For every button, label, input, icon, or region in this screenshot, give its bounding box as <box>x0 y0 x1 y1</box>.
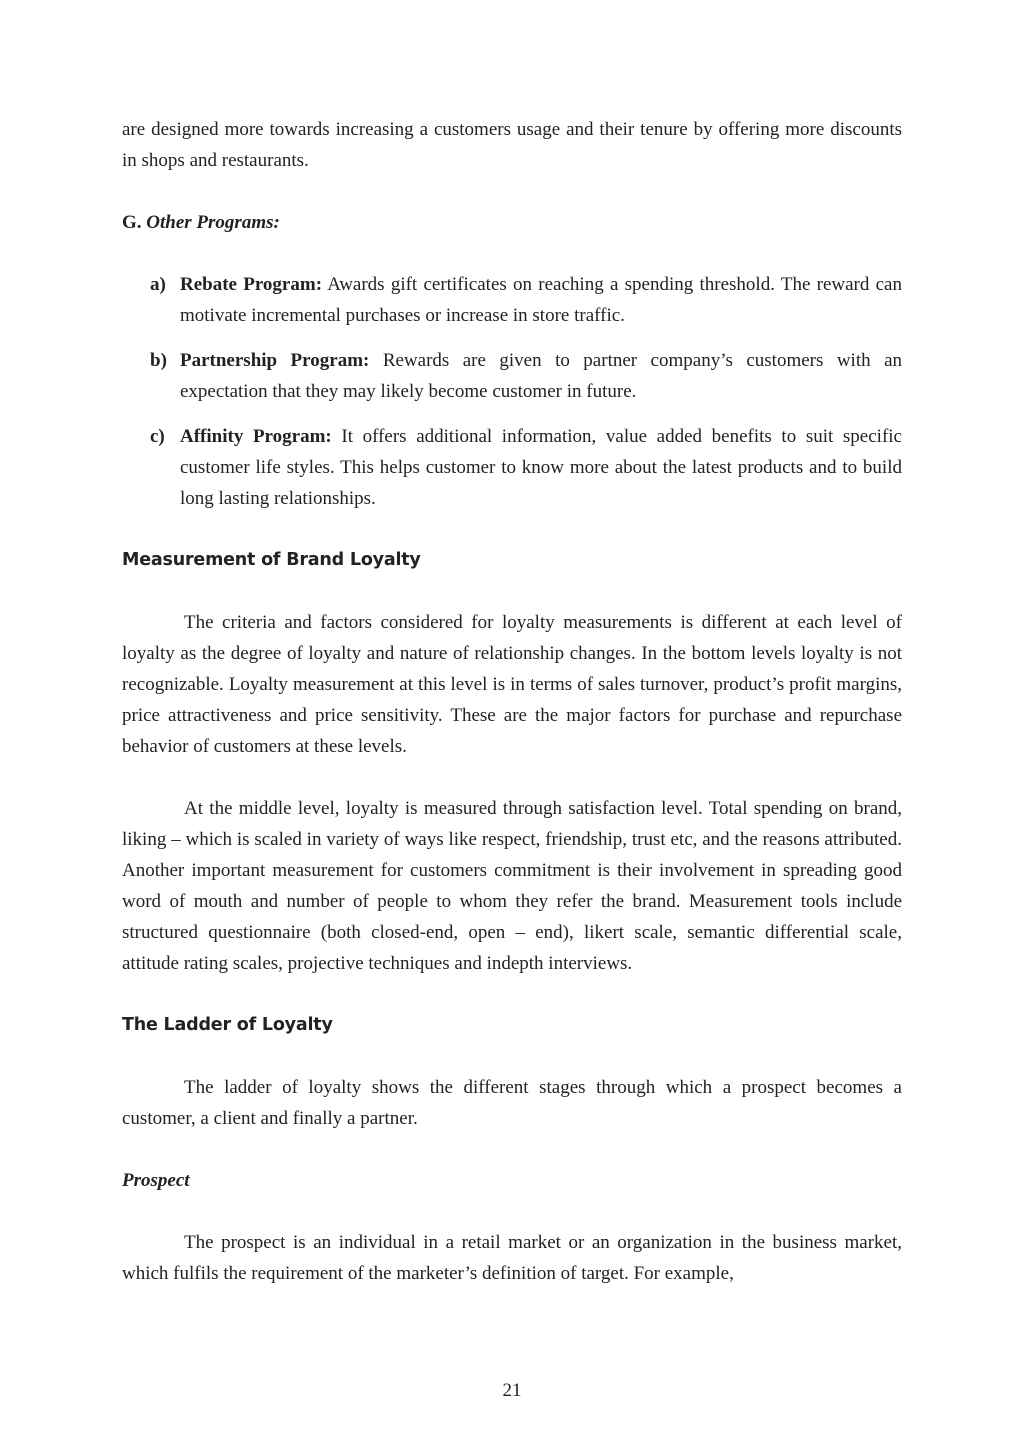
ladder-heading: The Ladder of Loyalty <box>122 1015 333 1035</box>
programs-list <box>122 269 902 514</box>
prospect-paragraph: The prospect is an individual in a retail market or an organization in the business market, which fulfils the requirement of the marketer’s definition of target. For example, <box>122 1232 902 1284</box>
intro-paragraph: are designed more towards increasing a customers usage and their tenure by offering more discounts in shops and restaurants. <box>122 119 902 171</box>
list-item-body <box>180 345 902 407</box>
list-marker: b) <box>150 350 167 371</box>
list-item-text: Awards gift certificates on reaching a spending threshold. The reward can motivate incremental purchases or increase in store traffic. <box>180 274 902 326</box>
list-item-term: Rebate Program: <box>180 274 323 295</box>
list-item-text: It offers additional information, value added benefits to suit specific customer life styles. This helps customer to know more about the latest products and to build long lasting relationships. <box>180 426 902 509</box>
list-item-term: Affinity Program: <box>180 426 332 447</box>
list-item-body <box>180 269 902 331</box>
list-item-rebate-program <box>150 269 902 331</box>
list-marker: c) <box>150 426 165 447</box>
section-g-marker: G. <box>122 212 142 233</box>
list-item-partnership-program <box>150 345 902 407</box>
section-g-heading <box>122 207 902 238</box>
measurement-heading: Measurement of Brand Loyalty <box>122 550 421 570</box>
list-marker: a) <box>150 274 166 295</box>
list-item-term: Partnership Program: <box>180 350 370 371</box>
list-item-affinity-program <box>150 421 902 514</box>
list-item-body <box>180 421 902 514</box>
measurement-paragraph-1: The criteria and factors considered for loyalty measurements is different at each level of loyalty as the degree of loyalty and nature of relationship changes. In the bottom levels loyalty is not recognizable. Loyalty measurement at this level is in terms of sales turnover, product’s profit margins, price attractiveness and price sensitivity. These are the major factors for purchase and repurchase behavior of customers at these levels. <box>122 612 902 757</box>
section-g-title: Other Programs: <box>146 212 280 233</box>
page-content <box>122 114 902 1289</box>
measurement-paragraph-2: At the middle level, loyalty is measured through satisfaction level. Total spending on brand, liking – which is scaled in variety of ways like respect, friendship, trust etc, and the reasons attributed. Another important measurement for customers commitment is their involvement in spreading good word of mouth and number of people to whom they refer the brand. Measurement tools include structured questionnaire (both closed-end, open – end), likert scale, semantic differential scale, attitude rating scales, projective techniques and indepth interviews. <box>122 798 902 974</box>
ladder-paragraph: The ladder of loyalty shows the different stages through which a prospect becomes a customer, a client and finally a partner. <box>122 1077 902 1129</box>
prospect-heading: Prospect <box>122 1170 190 1191</box>
page-number: 21 <box>502 1380 522 1401</box>
list-item-text: Rewards are given to partner company’s customers with an expectation that they may likely become customer in future. <box>180 350 902 402</box>
